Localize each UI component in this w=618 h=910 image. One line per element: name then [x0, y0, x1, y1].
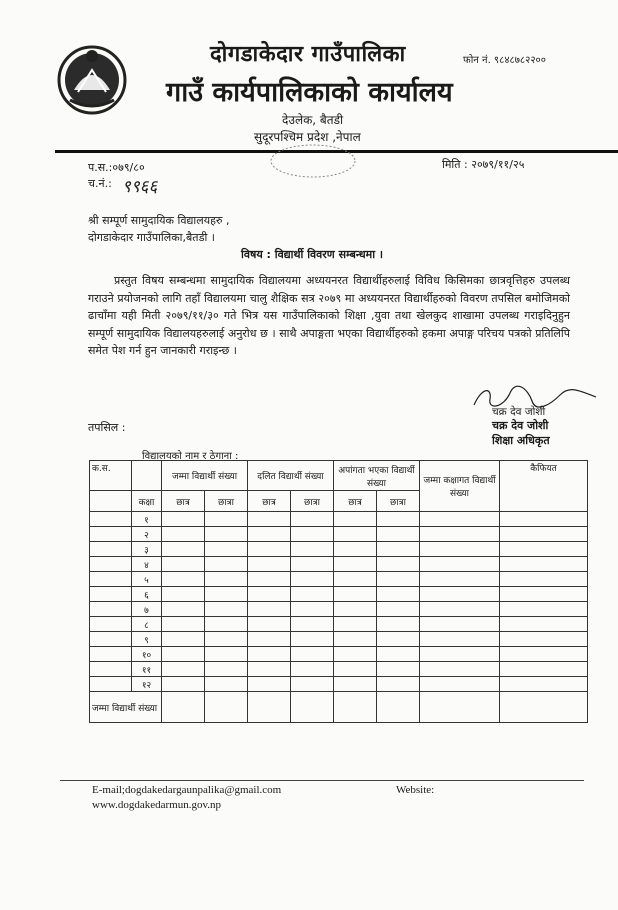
col-class-total: जम्मा कक्षागत विद्यार्थी संख्या	[420, 461, 500, 512]
footer-rule	[60, 780, 584, 781]
table-cell[interactable]	[377, 587, 420, 602]
table-cell[interactable]	[420, 617, 500, 632]
table-cell[interactable]	[205, 557, 248, 572]
table-cell[interactable]	[420, 587, 500, 602]
table-cell[interactable]	[291, 587, 334, 602]
table-cell[interactable]	[291, 572, 334, 587]
table-cell[interactable]	[291, 617, 334, 632]
table-cell[interactable]	[291, 527, 334, 542]
table-cell[interactable]	[377, 617, 420, 632]
table-cell[interactable]	[248, 527, 291, 542]
table-cell[interactable]	[205, 512, 248, 527]
table-cell[interactable]	[377, 647, 420, 662]
table-cell[interactable]	[334, 632, 377, 647]
class-number: ६	[132, 587, 162, 602]
table-cell[interactable]	[162, 662, 205, 677]
office-title: गाउँ कार्यपालिकाको कार्यालय	[166, 77, 453, 108]
table-cell[interactable]	[205, 572, 248, 587]
table-cell[interactable]	[334, 662, 377, 677]
col-remarks: कैफियत	[500, 461, 588, 512]
table-row	[90, 542, 588, 557]
letter-date: मिति : २०७९/११/२५	[442, 158, 525, 171]
phone-number: फोन नं. ९८४८७८२२००	[463, 55, 546, 66]
table-cell[interactable]	[377, 572, 420, 587]
table-cell[interactable]	[248, 557, 291, 572]
table-cell[interactable]	[205, 662, 248, 677]
table-cell[interactable]	[205, 632, 248, 647]
table-cell[interactable]	[291, 647, 334, 662]
table-cell[interactable]	[420, 662, 500, 677]
table-row	[90, 512, 588, 527]
table-cell[interactable]	[420, 572, 500, 587]
class-number: ४	[132, 557, 162, 572]
table-cell[interactable]	[248, 617, 291, 632]
table-cell[interactable]	[334, 572, 377, 587]
table-cell[interactable]	[162, 677, 205, 692]
table-cell[interactable]	[500, 572, 588, 587]
table-row	[90, 632, 588, 647]
table-cell[interactable]	[420, 692, 500, 723]
office-name: दोगडाकेदार गाउँपालिका	[210, 42, 406, 67]
table-cell[interactable]	[291, 512, 334, 527]
table-cell[interactable]	[500, 662, 588, 677]
table-row	[90, 647, 588, 662]
dispatch-number-handwritten: ९९६६	[122, 177, 158, 197]
table-cell[interactable]	[162, 632, 205, 647]
recipient-line-2: दोगडाकेदार गाउँपालिका,बैतडी ।	[88, 231, 215, 244]
table-cell[interactable]	[291, 542, 334, 557]
serial-cell	[90, 662, 132, 677]
serial-cell	[90, 587, 132, 602]
class-number: १०	[132, 647, 162, 662]
table-cell[interactable]	[500, 542, 588, 557]
table-cell[interactable]	[334, 557, 377, 572]
table-cell[interactable]	[162, 527, 205, 542]
table-row	[90, 602, 588, 617]
tapasil-label: तपसिल :	[88, 421, 126, 434]
table-cell[interactable]	[162, 617, 205, 632]
table-cell[interactable]	[291, 557, 334, 572]
table-cell[interactable]	[500, 527, 588, 542]
table-cell[interactable]	[162, 557, 205, 572]
table-cell[interactable]	[420, 632, 500, 647]
table-cell[interactable]	[500, 557, 588, 572]
serial-cell	[90, 542, 132, 557]
table-cell[interactable]	[377, 527, 420, 542]
class-number: ११	[132, 662, 162, 677]
table-cell[interactable]	[162, 647, 205, 662]
col-girls: छात्रा	[205, 491, 248, 512]
table-cell[interactable]	[248, 602, 291, 617]
table-cell[interactable]	[291, 632, 334, 647]
table-cell[interactable]	[291, 662, 334, 677]
table-row	[90, 677, 588, 692]
table-cell[interactable]	[334, 647, 377, 662]
table-cell[interactable]	[377, 632, 420, 647]
table-cell[interactable]	[500, 647, 588, 662]
address-line-2: सुदूरपश्चिम प्रदेश ,नेपाल	[254, 130, 361, 144]
table-cell[interactable]	[205, 617, 248, 632]
table-cell[interactable]	[205, 647, 248, 662]
table-cell[interactable]	[420, 527, 500, 542]
class-number: ९	[132, 632, 162, 647]
table-cell[interactable]	[377, 692, 420, 723]
table-cell[interactable]	[500, 617, 588, 632]
class-number: २	[132, 527, 162, 542]
col-boys: छात्र	[162, 491, 205, 512]
table-cell[interactable]	[248, 677, 291, 692]
table-row	[90, 557, 588, 572]
table-cell[interactable]	[205, 587, 248, 602]
table-cell[interactable]	[377, 677, 420, 692]
col-girls: छात्रा	[377, 491, 420, 512]
class-number: १२	[132, 677, 162, 692]
table-cell[interactable]	[420, 647, 500, 662]
table-cell[interactable]	[420, 512, 500, 527]
col-boys: छात्र	[334, 491, 377, 512]
dispatch-number-label: च.नं.:	[88, 177, 112, 190]
col-boys: छात्र	[248, 491, 291, 512]
col-girls: छात्रा	[291, 491, 334, 512]
table-cell[interactable]	[162, 692, 205, 723]
footer-email[interactable]: E-mail;dogdakedargaunpalika@gmail.com	[92, 784, 282, 796]
table-cell[interactable]	[248, 512, 291, 527]
table-row	[90, 572, 588, 587]
table-cell[interactable]	[248, 632, 291, 647]
table-cell[interactable]	[500, 512, 588, 527]
serial-cell	[90, 647, 132, 662]
table-cell[interactable]	[162, 542, 205, 557]
table-cell[interactable]	[162, 602, 205, 617]
table-row	[90, 617, 588, 632]
table-cell[interactable]	[377, 557, 420, 572]
table-cell[interactable]	[500, 692, 588, 723]
table-cell[interactable]	[162, 512, 205, 527]
letter-number: प.स.:०७९/८०	[88, 161, 145, 174]
table-cell[interactable]	[291, 692, 334, 723]
table-cell[interactable]	[248, 542, 291, 557]
serial-cell	[90, 527, 132, 542]
class-number: ३	[132, 542, 162, 557]
office-stamp-icon	[268, 142, 358, 180]
table-cell[interactable]	[205, 602, 248, 617]
nepal-emblem-icon	[56, 40, 128, 118]
cell-blank	[90, 491, 132, 512]
table-cell[interactable]	[420, 602, 500, 617]
table-cell[interactable]	[291, 677, 334, 692]
serial-cell	[90, 572, 132, 587]
col-disabled-students: अपांगता भएका विद्यार्थी संख्या	[334, 461, 420, 491]
table-cell[interactable]	[291, 602, 334, 617]
signature-name-small: चक्र देव जोशी	[492, 406, 546, 418]
recipient-line-1: श्री सम्पूर्ण सामुदायिक विद्यालयहरु ,	[88, 214, 230, 227]
signature-name: चक्र देव जोशी	[492, 419, 549, 432]
class-number: १	[132, 512, 162, 527]
table-cell[interactable]	[334, 512, 377, 527]
serial-cell	[90, 512, 132, 527]
table-cell[interactable]	[248, 647, 291, 662]
table-cell[interactable]	[205, 542, 248, 557]
col-blank	[132, 461, 162, 491]
table-cell[interactable]	[248, 587, 291, 602]
table-cell[interactable]	[420, 557, 500, 572]
table-cell[interactable]	[334, 602, 377, 617]
subject-line: विषय : विद्यार्थी विवरण सम्बन्धमा ।	[241, 248, 384, 261]
class-number: ८	[132, 617, 162, 632]
serial-cell	[90, 617, 132, 632]
col-total-students: जम्मा विद्यार्थी संख्या	[162, 461, 248, 491]
student-details-table	[89, 460, 588, 723]
table-cell[interactable]	[248, 572, 291, 587]
col-serial: क.स.	[90, 461, 132, 491]
table-row	[90, 587, 588, 602]
table-cell[interactable]	[334, 677, 377, 692]
footer-website-label: Website:	[396, 784, 435, 796]
table-cell[interactable]	[377, 662, 420, 677]
table-cell[interactable]	[500, 677, 588, 692]
table-cell[interactable]	[377, 602, 420, 617]
footer-website[interactable]: www.dogdakedarmun.gov.np	[92, 799, 222, 811]
table-cell[interactable]	[162, 587, 205, 602]
serial-cell	[90, 557, 132, 572]
table-cell[interactable]	[500, 632, 588, 647]
table-cell[interactable]	[500, 602, 588, 617]
letter-body: प्रस्तुत विषय सम्बन्धमा सामुदायिक विद्यालयमा अध्ययनरत विद्यार्थीहरुलाई विविध किसिमका छात्रवृत्तिहरु उपलब्ध गराउने प्रयोजनको लागि तहाँ विद्यालयमा चालु शैक्षिक सत्र २०७९ मा अध्ययनरत विद्यार्थीहरुको विवरण तपसिल बमोजिमको ढाचाँमा यही मिती २०७९/११/३० गते भित्र यस गाउँपालिकाको शिक्षा ,युवा तथा खेलकुद शाखामा उपलब्ध गराइदिनुहुन सम्पूर्ण सामुदायिक विद्यालयहरुलाई अनुरोध छ । साथै अपाङ्गता भएका विद्यार्थीहरुको हकमा अपाङ्ग परिचय पत्रको प्रतिलिपि समेत पेश गर्न हुन जानकारी गराइन्छ ।	[88, 274, 570, 357]
table-row	[90, 662, 588, 677]
signature-title: शिक्षा अधिकृत	[492, 434, 550, 447]
table-cell[interactable]	[205, 527, 248, 542]
table-row	[90, 527, 588, 542]
table-cell[interactable]	[334, 527, 377, 542]
table-cell[interactable]	[334, 587, 377, 602]
serial-cell	[90, 632, 132, 647]
total-row-label: जम्मा विद्यार्थी संख्या	[90, 692, 162, 723]
table-cell[interactable]	[334, 542, 377, 557]
table-cell[interactable]	[334, 692, 377, 723]
table-cell[interactable]	[420, 677, 500, 692]
table-cell[interactable]	[205, 677, 248, 692]
class-number: ७	[132, 602, 162, 617]
serial-cell	[90, 677, 132, 692]
table-cell[interactable]	[162, 572, 205, 587]
table-cell[interactable]	[205, 692, 248, 723]
class-number: ५	[132, 572, 162, 587]
table-cell[interactable]	[420, 542, 500, 557]
table-cell[interactable]	[500, 587, 588, 602]
address-line-1: देउलेक, बैतडी	[282, 113, 344, 127]
col-class: कक्षा	[132, 491, 162, 512]
table-cell[interactable]	[248, 692, 291, 723]
table-cell[interactable]	[248, 662, 291, 677]
serial-cell	[90, 602, 132, 617]
table-cell[interactable]	[377, 512, 420, 527]
col-dalit-students: दलित विद्यार्थी संख्या	[248, 461, 334, 491]
table-cell[interactable]	[334, 617, 377, 632]
table-cell[interactable]	[377, 542, 420, 557]
school-name-label: विद्यालयको नाम र ठेगाना :	[142, 451, 239, 462]
